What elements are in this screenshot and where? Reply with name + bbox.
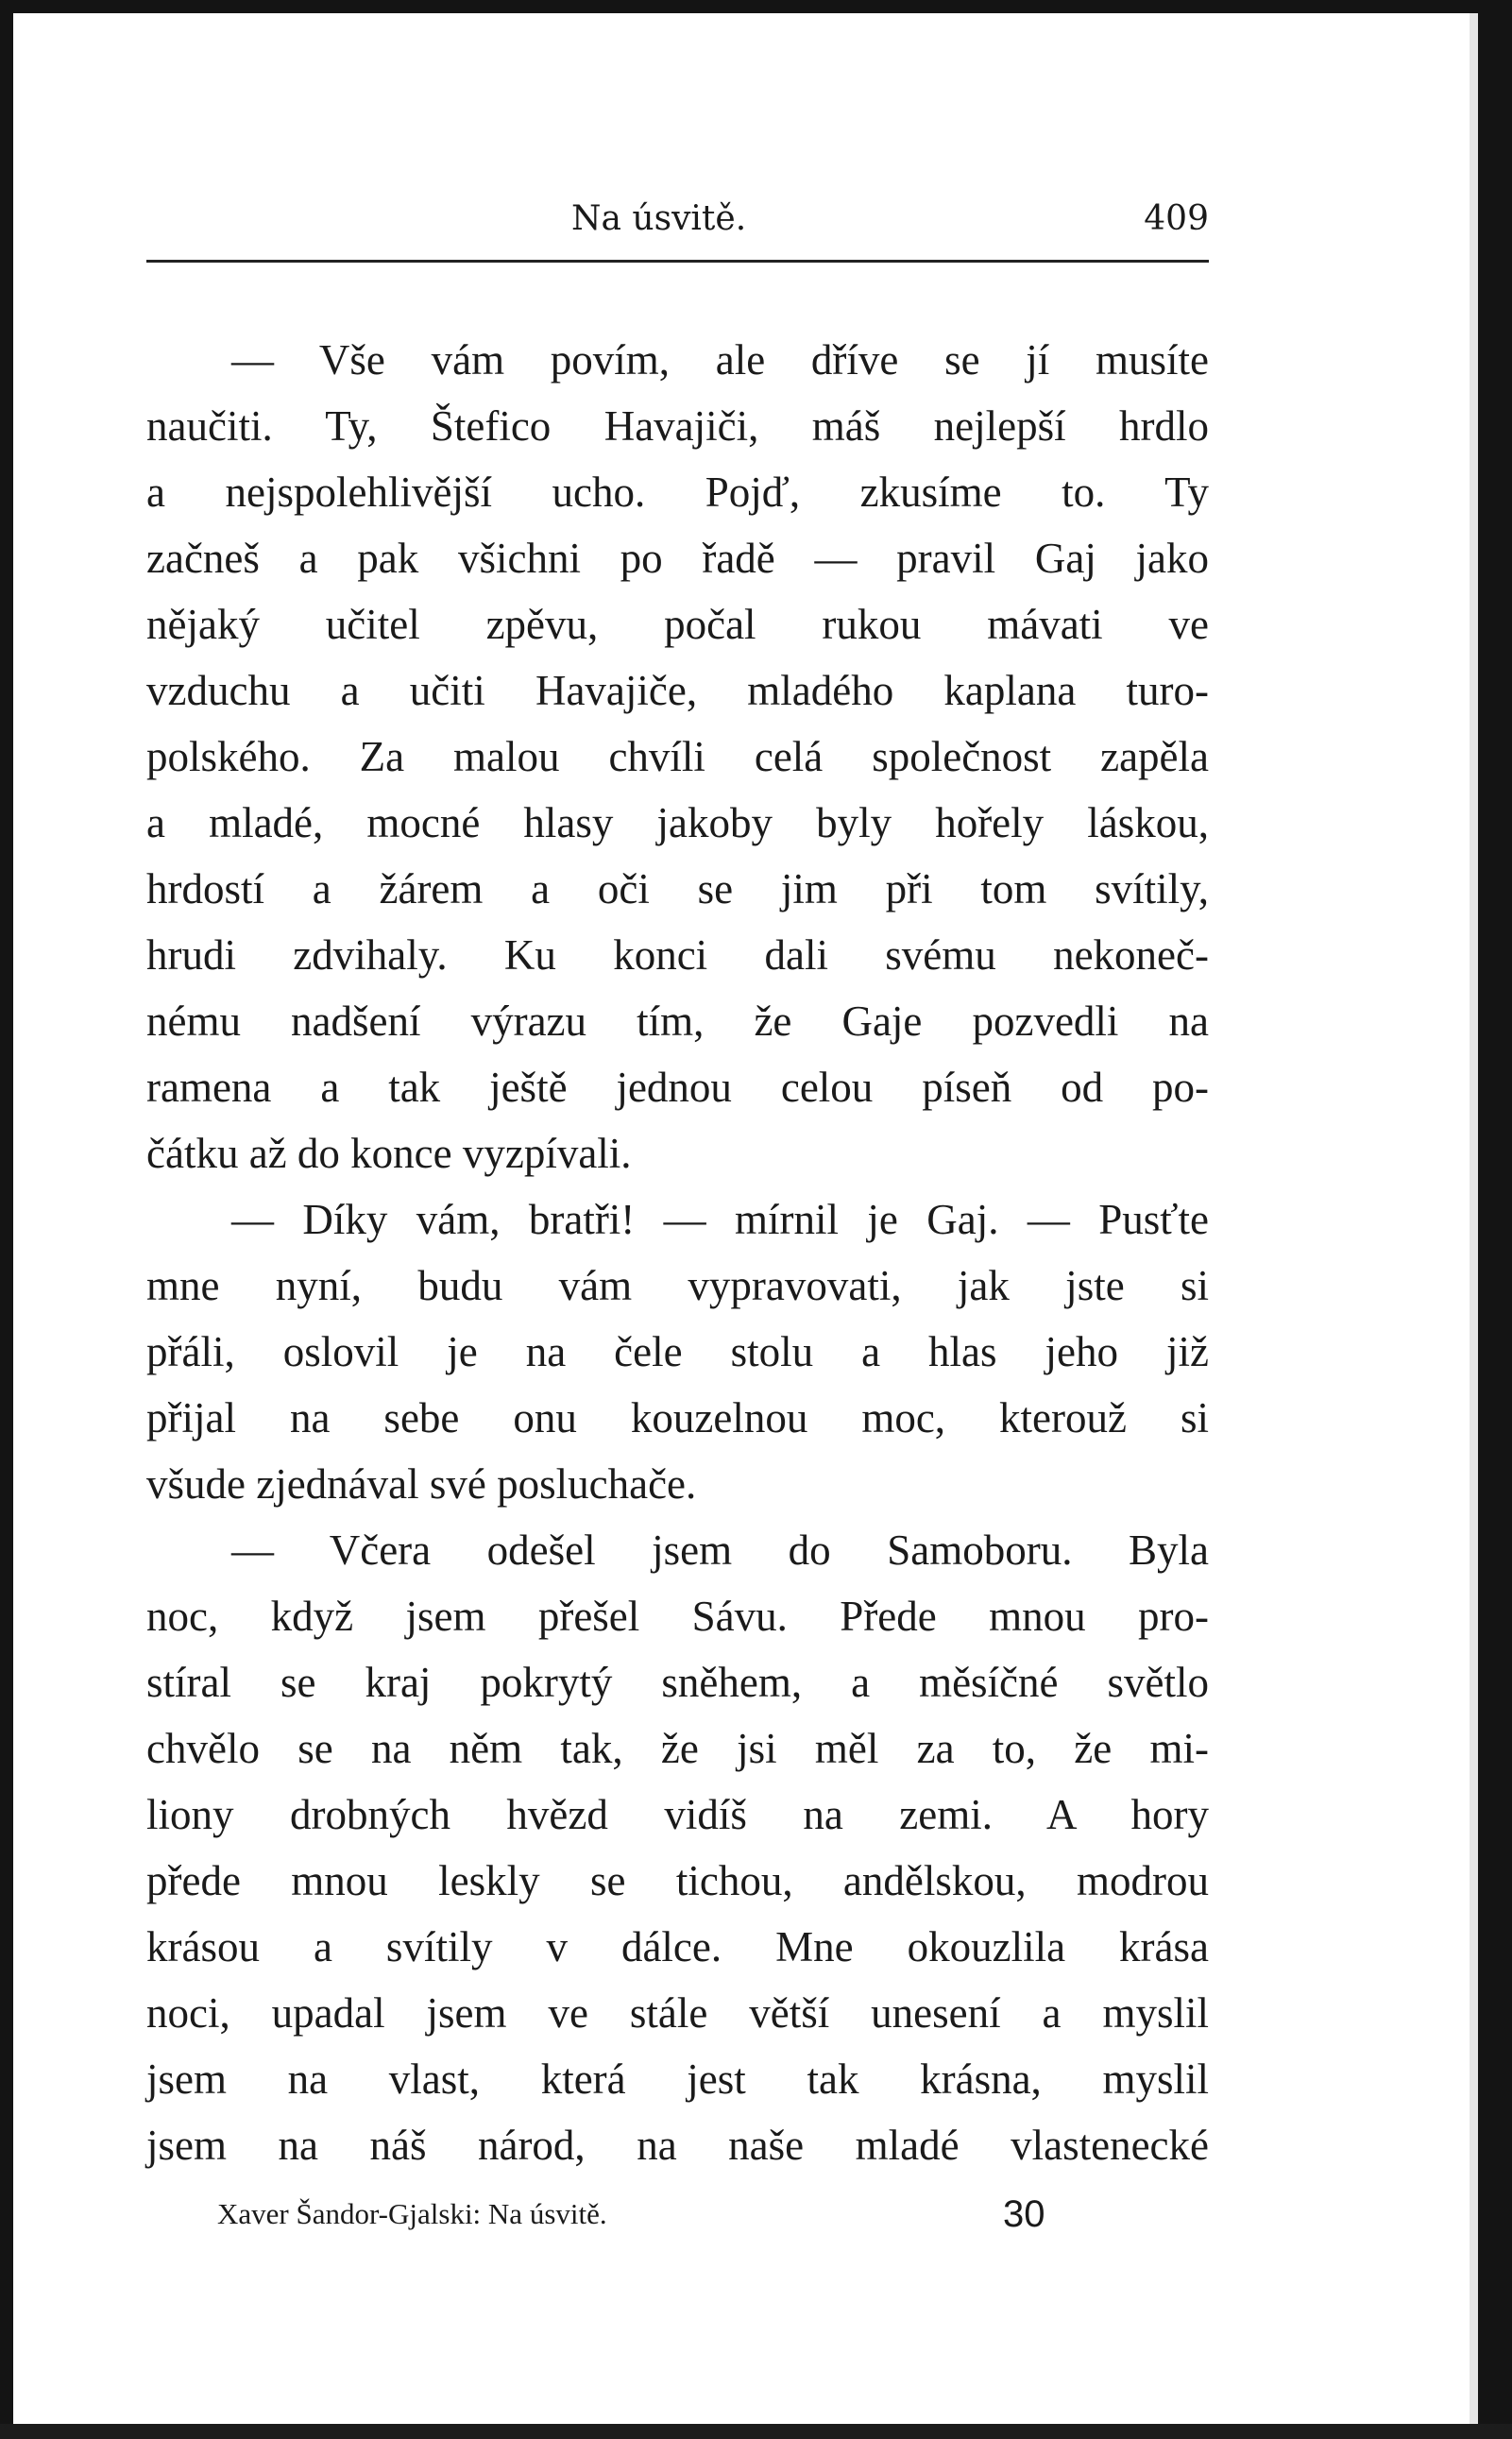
- text-line: všude zjednával své posluchače.: [146, 1460, 697, 1508]
- body-text: [146, 327, 1209, 2178]
- text-line: a nejspolehlivější ucho. Pojď, zkusíme to. Ty: [146, 469, 1209, 516]
- text-line: přede mnou leskly se tichou, andělskou, modrou: [146, 1857, 1209, 1904]
- text-line: — Vše vám povím, ale dříve se jí musíte: [231, 336, 1209, 384]
- scan-border-right: [1478, 0, 1512, 2439]
- text-line: — Díky vám, bratři! — mírnil je Gaj. — Pusťte: [231, 1196, 1209, 1243]
- page-footer: [217, 2188, 1067, 2241]
- text-line: jsem na náš národ, na naše mladé vlastenecké: [146, 2122, 1209, 2169]
- text-line: přijal na sebe onu kouzelnou moc, kterouž si: [146, 1394, 1209, 1441]
- text-line: noc, když jsem přešel Sávu. Přede mnou pro-: [146, 1593, 1209, 1640]
- text-line: — Včera odešel jsem do Samoboru. Byla: [231, 1527, 1209, 1574]
- scan-border-left: [0, 0, 13, 2439]
- text-line: stíral se kraj pokrytý sněhem, a měsíčné světlo: [146, 1659, 1209, 1706]
- sheet-number: 30: [1003, 2193, 1045, 2235]
- text-line: hrudi zdvihaly. Ku konci dali svému nekoneč-: [146, 931, 1209, 979]
- text-line: a mladé, mocné hlasy jakoby byly hořely láskou,: [146, 799, 1209, 846]
- text-line: chvělo se na něm tak, že jsi měl za to, že mi-: [146, 1725, 1209, 1772]
- scan-border-top: [0, 0, 1512, 13]
- scan-border-bottom: [0, 2424, 1512, 2439]
- text-line: krásou a svítily v dálce. Mne okouzlila krása: [146, 1923, 1209, 1970]
- text-line: jsem na vlast, která jest tak krásna, myslil: [146, 2055, 1209, 2103]
- text-line: hrdostí a žárem a oči se jim při tom svítily,: [146, 865, 1209, 912]
- running-title: Na úsvitě.: [571, 199, 747, 238]
- text-line: polského. Za malou chvíli celá společnost zapěla: [146, 733, 1209, 780]
- text-line: vzduchu a učiti Havajiče, mladého kaplana turo-: [146, 667, 1209, 714]
- header-rule: [146, 260, 1209, 263]
- text-line: naučiti. Ty, Štefico Havajiči, máš nejlepší hrdlo: [146, 402, 1209, 450]
- text-line: začneš a pak všichni po řadě — pravil Gaj jako: [146, 535, 1209, 582]
- text-line: mne nyní, budu vám vypravovati, jak jste si: [146, 1262, 1209, 1309]
- text-line: přáli, oslovil je na čele stolu a hlas jeho již: [146, 1328, 1209, 1375]
- text-line: čátku až do konce vyzpívali.: [146, 1130, 632, 1177]
- text-line: ramena a tak ještě jednou celou píseň od po-: [146, 1064, 1209, 1111]
- page-number: 409: [1144, 199, 1209, 238]
- page-header: [146, 191, 1209, 257]
- text-line: liony drobných hvězd vidíš na zemi. A hory: [146, 1791, 1209, 1838]
- text-line: nému nadšení výrazu tím, že Gaje pozvedli na: [146, 998, 1209, 1045]
- text-line: nějaký učitel zpěvu, počal rukou mávati ve: [146, 601, 1209, 648]
- signature-mark: Xaver Šandor-Gjalski: Na úsvitě.: [217, 2197, 607, 2230]
- page-edge-shadow: [1470, 13, 1478, 2424]
- text-line: noci, upadal jsem ve stále větší unesení a myslil: [146, 1989, 1209, 2037]
